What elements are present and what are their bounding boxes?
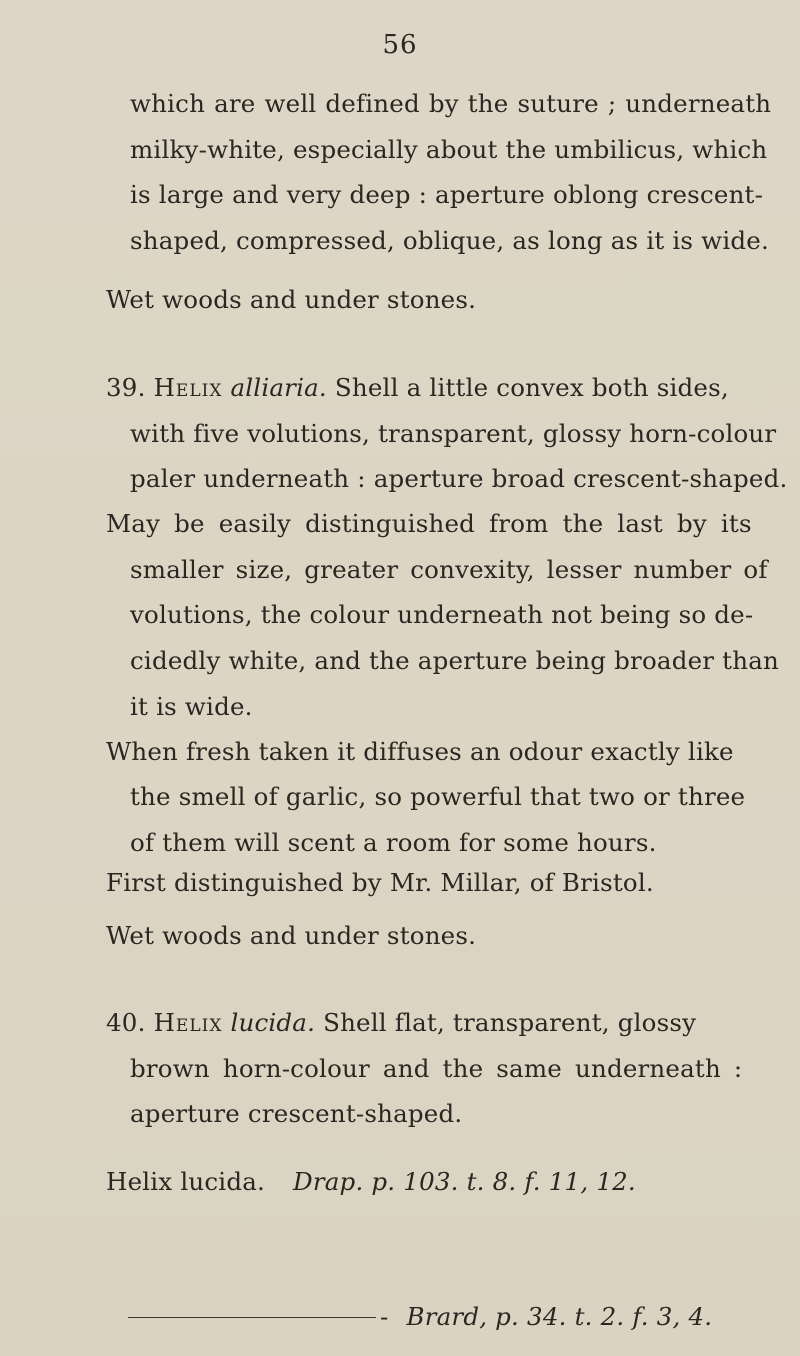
text-line: with five volutions, transparent, glossy horn-colour (130, 419, 777, 448)
synonym-reference: Drap. p. 103. t. 8. f. 11, 12. (293, 1167, 636, 1196)
synonym-reference: Brard, p. 34. t. 2. f. 3, 4. (406, 1302, 713, 1331)
text-line: which are well defined by the suture ; underneath (130, 89, 772, 118)
text-line: of them will scent a room for some hours. (130, 828, 657, 857)
species-heading-40 (106, 1008, 696, 1038)
text-line: When fresh taken it diffuses an odour exactly like (106, 737, 734, 766)
habitat-line: Wet woods and under stones. (106, 921, 477, 950)
text-line: milky-white, especially about the umbilicus, which (130, 135, 768, 164)
text-line: shaped, compressed, oblique, as long as it is wide. (130, 226, 769, 255)
text-line: brown horn-colour and the same underneath : (130, 1054, 743, 1083)
species-number: 39. (106, 373, 154, 402)
genus-name: Helix (153, 373, 223, 402)
text-line: is large and very deep : aperture oblong crescent- (130, 180, 764, 209)
species-name: alliaria. (222, 373, 327, 402)
text-line: paler underneath : aperture broad crescent-shaped. (130, 464, 788, 493)
species-description: Shell flat, transparent, glossy (315, 1008, 697, 1037)
species-number: 40. (106, 1008, 154, 1037)
text-line: volutions, the colour underneath not being so de- (130, 600, 754, 629)
text-line: the smell of garlic, so powerful that two or three (130, 782, 746, 811)
page-number: 56 (382, 30, 418, 60)
text-line: aperture crescent-shaped. (130, 1099, 463, 1128)
text-line: it is wide. (130, 692, 253, 721)
synonym-line (106, 1167, 636, 1197)
habitat-line: Wet woods and under stones. (106, 285, 477, 314)
text-line: First distinguished by Mr. Millar, of Bristol. (106, 868, 654, 897)
genus-name: Helix (153, 1008, 223, 1037)
ditto-mark: - (380, 1302, 389, 1331)
text-line: smaller size, greater convexity, lesser number of (130, 555, 768, 584)
synonym-line (106, 1302, 712, 1332)
text-line: May be easily distinguished from the last by its (106, 509, 752, 538)
text-line: cidedly white, and the aperture being broader than (130, 646, 779, 675)
species-heading-39 (106, 373, 729, 403)
synonym-name: Helix lucida. (106, 1167, 265, 1196)
species-description: Shell a little convex both sides, (326, 373, 729, 402)
species-name: lucida. (222, 1008, 316, 1037)
